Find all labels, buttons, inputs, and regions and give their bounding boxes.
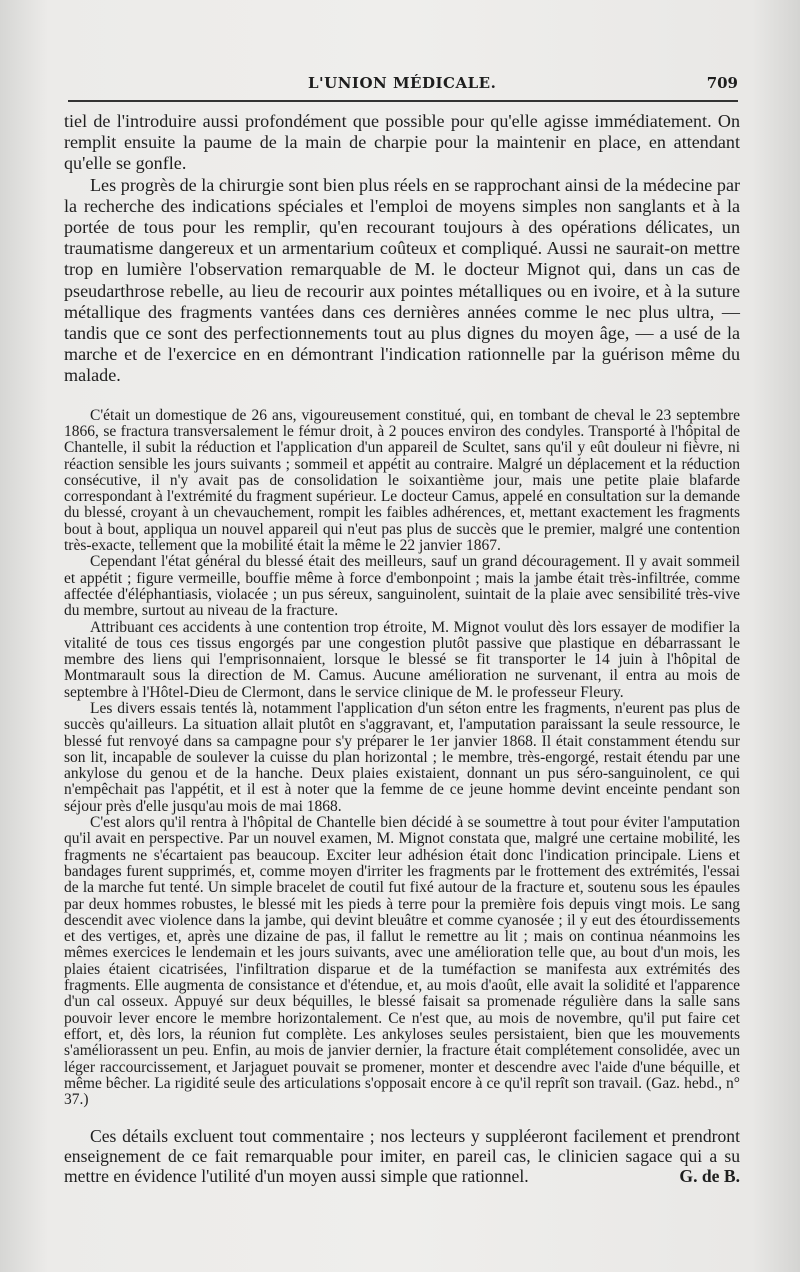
intro-section [64, 111, 740, 387]
case-paragraph-4: Les divers essais tentés là, notamment l'application d'un séton entre les fragments, n'eurent pas plus de succès qu'ailleurs. La situation allait plutôt en s'aggravant, et, l'amputation paraissant la seule ressource, le blessé fut renvoyé dans sa campagne pour s'y préparer le 1er janvier 1868. Il était constamment étendu sur son lit, incapable de soulever la cuisse du plan horizontal ; le membre, très-engorgé, restait étendu par une ankylose du genou et de la hanche. Deux plaies existaient, donnant un pus séro-sanguinolent, ce qui n'empêchait pas l'appétit, et il est à noter que la femme de ce jeune homme devint enceinte pendant son séjour près d'elle jusqu'au mois de mai 1868. [64, 699, 740, 815]
article-body [64, 111, 740, 1186]
case-paragraph-1: C'était un domestique de 26 ans, vigoureusement constitué, qui, en tombant de cheval le 23 septembre 1866, se fractura transversalement le fémur droit, à 2 pouces environ des condyles. Transporté à l'hôpital de Chantelle, il subit la réduction et l'application d'un appareil de Scultet, sans qu'il y eût douleur ni fièvre, ni réaction sensible les jours suivants ; sommeil et appétit au contraire. Malgré un déplacement et la réduction consécutive, il n'y avait pas de consolidation le soixantième jour, mais une petite plaie blafarde correspondant à l'extrémité du fragment supérieur. Le docteur Camus, appelé en consultation sur la demande du blessé, croyant à un chevauchement, rompit les faibles adhérences, et, mettant exactement les fragments bout à bout, appliqua un nouvel appareil qui n'eut pas plus de succès que le premier, malgré une contention très-exacte, tellement que la mobilité était la même le 22 janvier 1867. [64, 406, 740, 555]
running-title: L'UNION MÉDICALE. [308, 74, 497, 92]
case-paragraph-5: C'est alors qu'il rentra à l'hôpital de Chantelle bien décidé à se soumettre à tout pour éviter l'amputation qu'il avait en perspective. Par un nouvel examen, M. Mignot constata que, malgré une certaine mobilité, les fragments ne s'écartaient pas beaucoup. Exciter leur adhésion était donc l'indication principale. Liens et bandages furent supprimés, et, comme moyen d'irriter les fragments par le frottement des extrémités, l'essai de la marche fut tenté. Un simple bracelet de coutil fut fixé autour de la fracture et, soutenu sous les épaules par deux hommes robustes, le blessé mit les pieds à terre pour la première fois depuis vingt mois. Le sang descendit avec violence dans la jambe, qui devint bleuâtre et comme cyanosée ; il y eut des étourdissements et des vertiges, et, après une dizaine de pas, il fallut le remettre au lit ; mais on continua néanmoins les mêmes exercices le lendemain et les jours suivants, avec une amélioration telle que, au bout d'un mois, les plaies étaient cicatrisées, l'infiltration disparue et de la tuméfaction se manifesta aux extrémités des fragments. Elle augmenta de consistance et d'étendue, et, au mois d'août, elle avait la solidité et l'apparence d'un cal osseux. Appuyé sur deux béquilles, le blessé faisait sa promenade régulière dans la salle sans pouvoir lever encore le membre horizontalement. Ce n'est que, au mois de novembre, qu'il put faire cet effort, et, dès lors, la réunion fut complète. Les ankyloses seules persistaient, bien que les mouvements s'améliorassent un peu. Enfin, au mois de janvier dernier, la fracture était complétement consolidée, avec un léger raccourcissement, et Jarjaguet pouvait se promener, monter et descendre avec l'aide d'une béquille, et même bêcher. La rigidité seule des articulations s'opposait encore à ce qu'il reprît son travail. (Gaz. hebd., n° 37.) [64, 814, 740, 1109]
running-header [68, 74, 738, 100]
case-report [64, 408, 740, 1109]
header-rule [68, 100, 738, 102]
case-paragraph-2: Cependant l'état général du blessé était des meilleurs, sauf un grand découragement. Il y avait sommeil et appétit ; figure vermeille, bouffie même à force d'embonpoint ; mais la jambe était très-infiltrée, comme affectée d'éléphantiasis, violacée ; un pus séreux, sanguinolent, suintait de la plaie avec sensibilité très-vive du membre, surtout au niveau de la fracture. [64, 553, 740, 620]
closing-section [64, 1127, 740, 1186]
closing-text: Ces détails excluent tout commentaire ; nos lecteurs y suppléeront facilement et prendront enseignement de ce fait remarquable pour imiter, en pareil cas, le clinicien sagace qui a su mettre en évidence l'utilité d'un moyen aussi simple que rationnel. [64, 1126, 740, 1186]
page-number: 709 [706, 74, 738, 92]
intro-paragraph-2: Les progrès de la chirurgie sont bien plus réels en se rapprochant ainsi de la médecine par la recherche des indications spéciales et l'emploi de moyens simples non sanglants et à la portée de tous pour les remplir, qu'en recourant toujours à des opérations délicates, un traumatisme dangereux et un armentarium coûteux et compliqué. Aussi ne saurait-on mettre trop en lumière l'observation remarquable de M. le docteur Mignot qui, dans un cas de pseudarthrose rebelle, au lieu de recourir aux pointes métalliques ou en ivoire, et à la suture métallique des fragments vantées dans ces dernières années comme le nec plus ultra, — tandis que ce sont des perfectionnements tout au plus dignes du moyen âge, — a usé de la marche et de l'exercice en en démontrant l'indication rationnelle par la guérison même du malade. [64, 174, 740, 386]
closing-paragraph [64, 1127, 740, 1186]
intro-paragraph-1: tiel de l'introduire aussi profondément que possible pour qu'elle agisse immédiatement. On remplit ensuite la paume de la main de charpie pour la maintenir en place, en attendant qu'elle se gonfle. [64, 111, 740, 174]
case-paragraph-3: Attribuant ces accidents à une contention trop étroite, M. Mignot voulut dès lors essayer de modifier la vitalité de tous ces tissus engorgés par une congestion plutôt passive que plastique en débarrassant le membre des liens qui l'emprisonnaient, lorsque le blessé se fit transporter le 14 juin à l'hôpital de Montmarault sous la direction de M. Camus. Aucune amélioration ne survenant, il entra au mois de septembre à l'Hôtel-Dieu de Clermont, dans le service clinique de M. le professeur Fleury. [64, 618, 740, 701]
signature: G. de B. [679, 1165, 740, 1186]
